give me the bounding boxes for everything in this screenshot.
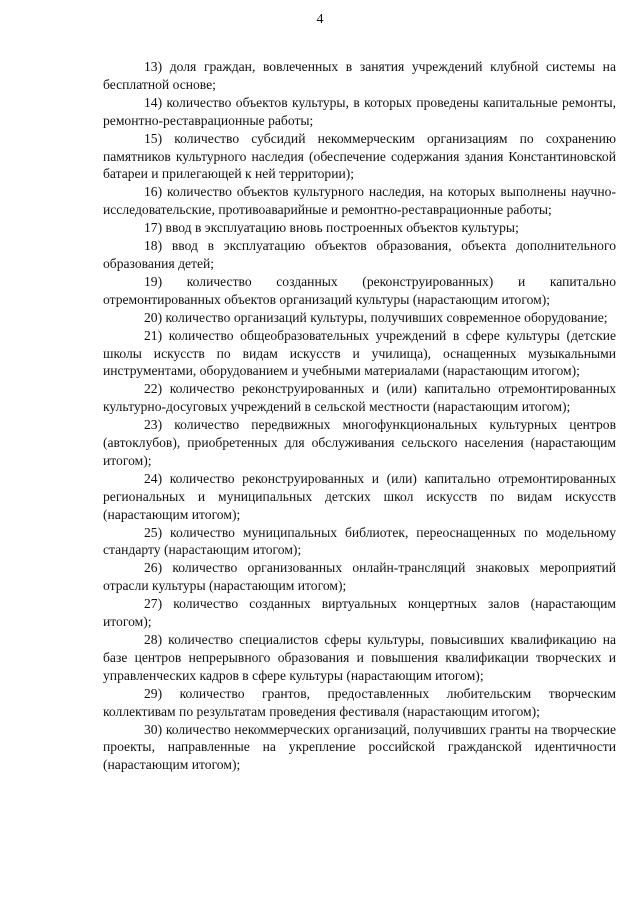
list-item: 21) количество общеобразовательных учреждений в сфере культуры (детские школы искусств по видам искусств и училища), оснащенных музыкальными инструментами, оборудованием и учебными материалами (нарастающим итогом); bbox=[103, 327, 616, 379]
list-item: 26) количество организованных онлайн-трансляций знаковых мероприятий отрасли культуры (нарастающим итогом); bbox=[103, 560, 616, 594]
list-item: 15) количество субсидий некоммерческим организациям по сохранению памятников культурного наследия (обеспечение содержания здания Константиновской батареи и прилегающей к ней территории); bbox=[103, 130, 616, 182]
list-item: 13) доля граждан, вовлеченных в занятия учреждений клубной системы на бесплатной основе; bbox=[103, 59, 616, 92]
list-item: 28) количество специалистов сферы культуры, повысивших квалификацию на базе центров непрерывного образования и повышения квалификации творческих и управленческих кадров в сфере культуры (нарастающим итогом); bbox=[103, 632, 616, 683]
page-number: 4 bbox=[316, 12, 324, 27]
list-item: 22) количество реконструированных и (или) капитально отремонтированных культурно-досуговых учреждений в сельской местности (нарастающим итогом); bbox=[103, 381, 616, 415]
list-item: 20) количество организаций культуры, получивших современное оборудование; bbox=[144, 309, 608, 325]
list-item: 14) количество объектов культуры, в которых проведены капитальные ремонты, ремонтно-реставрационные работы; bbox=[103, 94, 616, 128]
list-item: 18) ввод в эксплуатацию объектов образования, объекта дополнительного образования детей; bbox=[103, 238, 616, 271]
list-item: 25) количество муниципальных библиотек, переоснащенных по модельному стандарту (нарастающим итогом); bbox=[103, 524, 616, 558]
list-item: 23) количество передвижных многофункциональных культурных центров (автоклубов), приобретенных для обслуживания сельского населения (нарастающим итогом); bbox=[103, 417, 616, 468]
list-item: 17) ввод в эксплуатацию вновь построенных объектов культуры; bbox=[144, 220, 519, 236]
list-item: 24) количество реконструированных и (или) капитально отремонтированных региональных и муниципальных детских школ искусств по видам искусств (нарастающим итогом); bbox=[103, 470, 616, 522]
list-item: 27) количество созданных виртуальных концертных залов (нарастающим итогом); bbox=[103, 596, 616, 630]
document-body bbox=[103, 58, 616, 774]
list-item: 16) количество объектов культурного наследия, на которых выполнены научно-исследовательские, противоаварийные и ремонтно-реставрационные работы; bbox=[103, 184, 616, 218]
list-item: 29) количество грантов, предоставленных любительским творческим коллективам по результатам проведения фестиваля (нарастающим итогом); bbox=[103, 685, 616, 719]
list-item: 30) количество некоммерческих организаций, получивших гранты на творческие проекты, направленные на укрепление российской гражданской идентичности (нарастающим итогом); bbox=[103, 721, 616, 773]
list-item: 19) количество созданных (реконструированных) и капитально отремонтированных объектов организаций культуры (нарастающим итогом); bbox=[103, 273, 616, 307]
